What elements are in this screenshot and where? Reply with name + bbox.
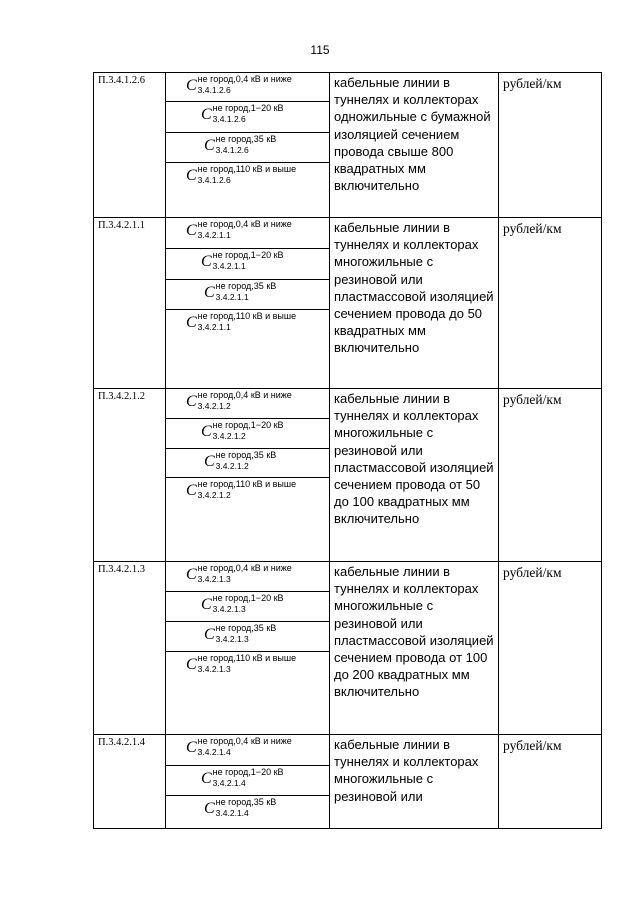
formula-superscript: не город,1−20 кВ xyxy=(212,103,284,113)
formula-symbol: C xyxy=(201,770,212,787)
formula-subscript: 3.4.2.1.4 xyxy=(215,808,249,818)
formula-superscript: не город,0,4 кВ и ниже xyxy=(197,736,292,746)
formula-subscript: 3.4.2.1.3 xyxy=(197,574,231,584)
formula-superscript: не город,1−20 кВ xyxy=(212,767,284,777)
table-row xyxy=(94,735,602,829)
formula-cell xyxy=(166,478,329,561)
formula-superscript: не город,35 кВ xyxy=(215,281,277,291)
formula-symbol: C xyxy=(204,800,215,817)
formula-superscript: не город,35 кВ xyxy=(215,134,277,144)
formula-cell xyxy=(166,652,329,734)
formula-symbol: C xyxy=(186,222,197,239)
table-row xyxy=(94,389,602,562)
formula-superscript: не город,110 кВ и выше xyxy=(197,653,297,663)
formula-list xyxy=(166,562,330,735)
formula-symbol: C xyxy=(201,106,212,123)
formula-cell xyxy=(166,218,329,249)
formula-superscript: не город,0,4 кВ и ниже xyxy=(197,74,292,84)
formula-symbol: C xyxy=(201,596,212,613)
formula-subscript: 3.4.2.1.3 xyxy=(197,664,231,674)
formula-cell xyxy=(166,766,329,796)
formula-cell xyxy=(166,592,329,622)
formula-cell xyxy=(166,310,329,388)
formula-symbol: C xyxy=(201,423,212,440)
formula-subscript: 3.4.2.1.2 xyxy=(197,401,231,411)
formula-subscript: 3.4.2.1.1 xyxy=(197,322,231,332)
formula-symbol: C xyxy=(204,626,215,643)
formula-superscript: не город,110 кВ и выше xyxy=(197,164,297,174)
formula-symbol: C xyxy=(201,253,212,270)
formula-subscript: 3.4.2.1.3 xyxy=(212,604,246,614)
formula-superscript: не город,1−20 кВ xyxy=(212,420,284,430)
formula-cell xyxy=(166,796,329,828)
formula-symbol: C xyxy=(204,284,215,301)
formula-subscript: 3.4.2.1.3 xyxy=(215,634,249,644)
formula-cell xyxy=(166,249,329,280)
table-row xyxy=(94,73,602,218)
formula-subscript: 3.4.2.1.4 xyxy=(212,778,246,788)
formula-subscript: 3.4.1.2.6 xyxy=(197,175,231,185)
item-unit: рублей/км xyxy=(499,218,602,389)
formula-superscript: не город,110 кВ и выше xyxy=(197,479,297,489)
formula-subscript: 3.4.2.1.1 xyxy=(215,292,249,302)
formula-superscript: не город,35 кВ xyxy=(215,623,277,633)
formula-list xyxy=(166,735,330,829)
formula-symbol: C xyxy=(204,453,215,470)
item-description: кабельные линии в туннелях и коллекторах многожильные с резиновой или пластмассовой изоляцией сечением провода до 50 квадратных мм включительно xyxy=(330,218,499,389)
formula-cell xyxy=(166,562,329,592)
formula-symbol: C xyxy=(186,739,197,756)
item-description: кабельные линии в туннелях и коллекторах многожильные с резиновой или пластмассовой изоляцией сечением провода от 100 до 200 квадратных мм включительно xyxy=(330,562,499,735)
formula-cell xyxy=(166,419,329,449)
formula-cell xyxy=(166,449,329,478)
formula-superscript: не город,0,4 кВ и ниже xyxy=(197,219,292,229)
item-unit: рублей/км xyxy=(499,73,602,218)
tariff-table xyxy=(93,72,602,829)
item-code: П.3.4.1.2.6 xyxy=(94,73,166,218)
formula-cell xyxy=(166,280,329,310)
item-code: П.3.4.2.1.3 xyxy=(94,562,166,735)
formula-list xyxy=(166,218,330,389)
formula-subscript: 3.4.2.1.4 xyxy=(197,747,231,757)
item-description: кабельные линии в туннелях и коллекторах многожильные с резиновой или пластмассовой изоляцией сечением провода от 50 до 100 квадратных мм включительно xyxy=(330,389,499,562)
formula-superscript: не город,35 кВ xyxy=(215,797,277,807)
page-number: 115 xyxy=(310,43,330,57)
formula-subscript: 3.4.2.1.1 xyxy=(212,261,246,271)
item-code: П.3.4.2.1.2 xyxy=(94,389,166,562)
item-code: П.3.4.2.1.1 xyxy=(94,218,166,389)
formula-cell xyxy=(166,102,329,133)
formula-symbol: C xyxy=(186,566,197,583)
formula-subscript: 3.4.1.2.6 xyxy=(197,85,231,95)
formula-list xyxy=(166,389,330,562)
formula-subscript: 3.4.2.1.2 xyxy=(212,431,246,441)
item-description: кабельные линии в туннелях и коллекторах многожильные с резиновой или xyxy=(330,735,499,829)
item-unit: рублей/км xyxy=(499,735,602,829)
formula-superscript: не город,35 кВ xyxy=(215,450,277,460)
formula-symbol: C xyxy=(186,167,197,184)
formula-cell xyxy=(166,389,329,419)
formula-subscript: 3.4.1.2.6 xyxy=(212,114,246,124)
formula-list xyxy=(166,73,330,218)
formula-subscript: 3.4.2.1.2 xyxy=(215,461,249,471)
formula-superscript: не город,1−20 кВ xyxy=(212,250,284,260)
table-row xyxy=(94,218,602,389)
formula-cell xyxy=(166,735,329,766)
formula-superscript: не город,110 кВ и выше xyxy=(197,311,297,321)
formula-superscript: не город,0,4 кВ и ниже xyxy=(197,390,292,400)
formula-symbol: C xyxy=(204,137,215,154)
formula-symbol: C xyxy=(186,482,197,499)
item-code: П.3.4.2.1.4 xyxy=(94,735,166,829)
item-unit: рублей/км xyxy=(499,562,602,735)
item-description: кабельные линии в туннелях и коллекторах одножильные с бумажной изоляцией сечением провода свыше 800 квадратных мм включительно xyxy=(330,73,499,218)
item-unit: рублей/км xyxy=(499,389,602,562)
formula-subscript: 3.4.2.1.2 xyxy=(197,490,231,500)
table-row xyxy=(94,562,602,735)
formula-symbol: C xyxy=(186,314,197,331)
formula-cell xyxy=(166,73,329,102)
formula-cell xyxy=(166,163,329,217)
formula-symbol: C xyxy=(186,656,197,673)
formula-cell xyxy=(166,622,329,652)
formula-symbol: C xyxy=(186,393,197,410)
formula-superscript: не город,1−20 кВ xyxy=(212,593,284,603)
formula-superscript: не город,0,4 кВ и ниже xyxy=(197,563,292,573)
formula-cell xyxy=(166,133,329,163)
formula-subscript: 3.4.2.1.1 xyxy=(197,230,231,240)
formula-subscript: 3.4.1.2.6 xyxy=(215,145,249,155)
formula-symbol: C xyxy=(186,77,197,94)
